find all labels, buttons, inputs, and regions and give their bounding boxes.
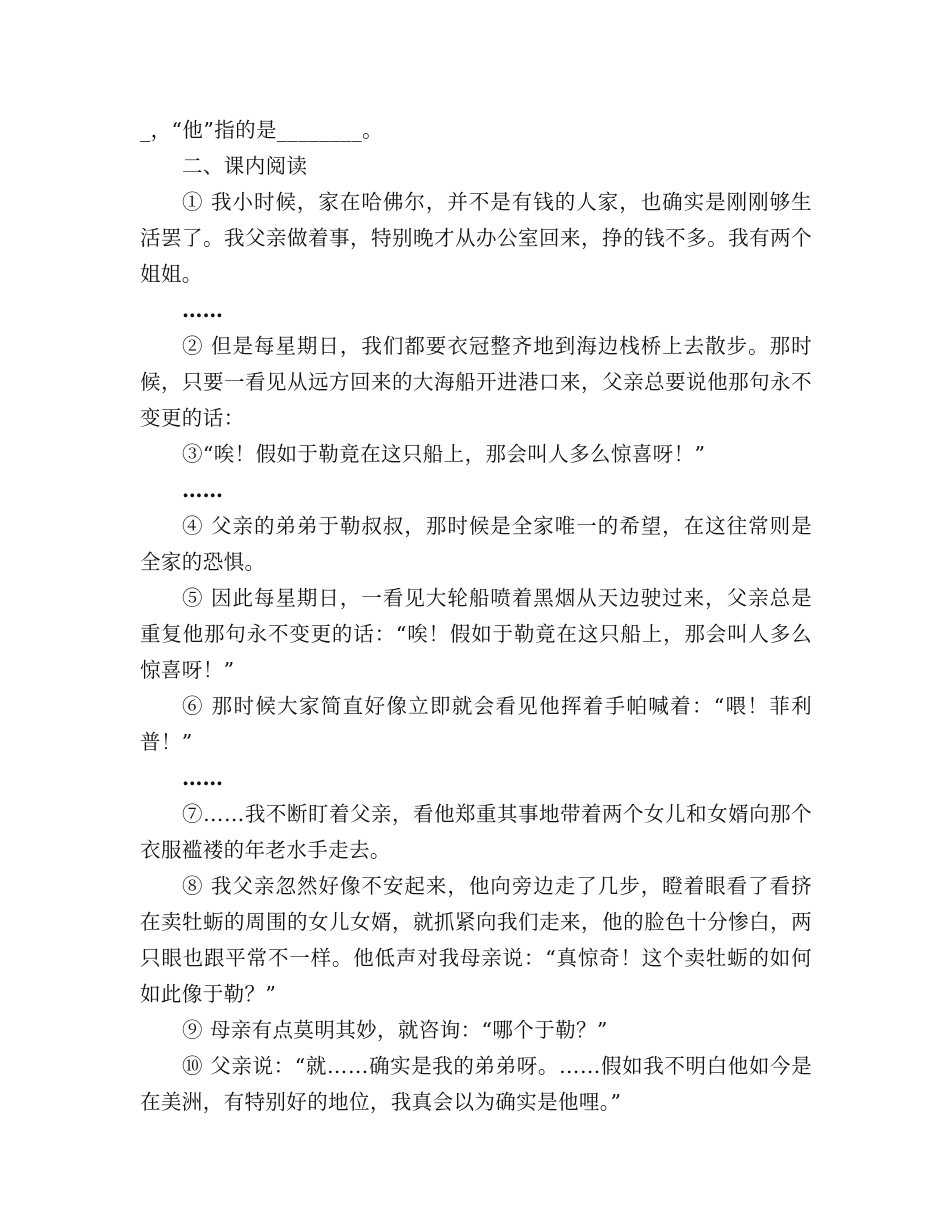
- ellipsis-line: ……: [182, 478, 223, 502]
- paragraph-9: ⑨ 母亲有点莫明其妙，就咨询：“哪个于勒？”: [182, 1018, 608, 1042]
- question-tail: _，“他”指的是________。: [140, 118, 384, 142]
- paragraph-3: ③“唉！假如于勒竟在这只船上，那会叫人多么惊喜呀！”: [182, 442, 706, 466]
- paragraph-8: ⑧ 我父亲忽然好像不安起来，他向旁边走了几步，瞪着眼看了看挤在卖牡蛎的周围的女儿女婿，就抓紧向我们走来，他的脸色十分惨白，两只眼也跟平常不一样。他低声对我母亲说：“真惊奇！这个卖牡蛎的如何如此像于勒？”: [140, 874, 812, 1006]
- paragraph-5: ⑤ 因此每星期日，一看见大轮船喷着黑烟从天边驶过来，父亲总是重复他那句永不变更的话：“唉！假如于勒竟在这只船上，那会叫人多么惊喜呀！”: [140, 586, 812, 682]
- paragraph-1: ① 我小时候，家在哈佛尔，并不是有钱的人家，也确实是刚刚够生活罢了。我父亲做着事，特别晚才从办公室回来，挣的钱不多。我有两个姐姐。: [140, 190, 812, 286]
- paragraph-6: ⑥ 那时候大家简直好像立即就会看见他挥着手帕喊着：“喂！菲利普！”: [140, 694, 812, 754]
- section-heading: 二、课内阅读: [182, 154, 308, 178]
- paragraph-7: ⑦……我不断盯着父亲，看他郑重其事地带着两个女儿和女婿向那个衣服褴褛的年老水手走去。: [140, 802, 812, 862]
- paragraph-4: ④ 父亲的弟弟于勒叔叔，那时候是全家唯一的希望，在这往常则是全家的恐惧。: [140, 514, 812, 574]
- reading-passage: [140, 112, 812, 1120]
- ellipsis-line: ……: [182, 298, 223, 322]
- paragraph-10: ⑩ 父亲说：“就……确实是我的弟弟呀。……假如我不明白他如今是在美洲，有特别好的地位，我真会以为确实是他哩。”: [140, 1054, 812, 1114]
- ellipsis-line: ……: [182, 766, 223, 790]
- paragraph-2: ② 但是每星期日，我们都要衣冠整齐地到海边栈桥上去散步。那时候，只要一看见从远方回来的大海船开进港口来，父亲总要说他那句永不变更的话：: [140, 334, 812, 430]
